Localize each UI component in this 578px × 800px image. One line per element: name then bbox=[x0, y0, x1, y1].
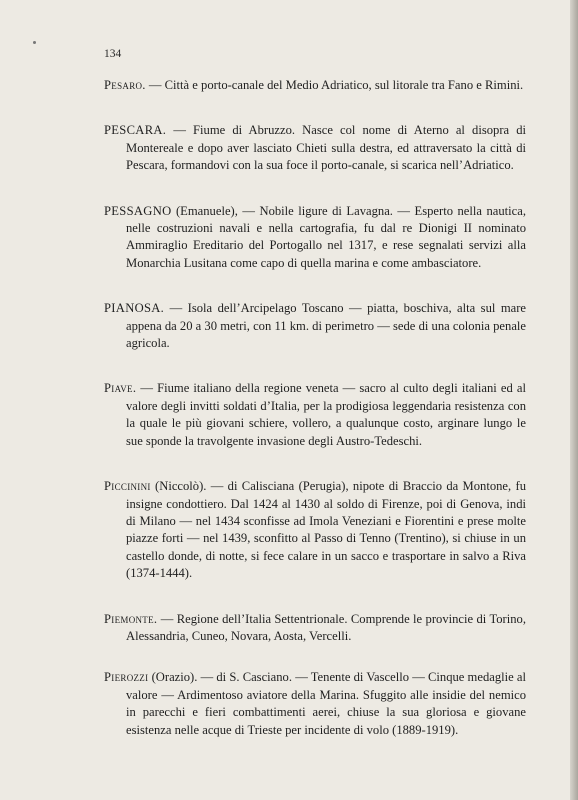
entry-headword: PESSAGNO bbox=[104, 203, 172, 218]
entry-headword: PESCARA. bbox=[104, 123, 167, 138]
page-gutter-shadow bbox=[570, 0, 578, 800]
entry-pianosa bbox=[104, 300, 526, 352]
entry-text: — Città e porto-canale del Medio Adriatico, sul litorale tra Fano e Rimini. bbox=[145, 78, 524, 92]
entry-headword: Piccinini bbox=[104, 479, 151, 494]
page-number: 134 bbox=[104, 48, 122, 60]
entry-text: — Fiume di Abruzzo. Nasce col nome di Aterno al disopra di Montereale e dopo aver lasciato Chieti sulla destra, ed attraversato la città di Pescara, formandovi con la sua foce il porto-canale, si scarica nell’Adriatico. bbox=[126, 123, 526, 173]
entry-piave bbox=[104, 380, 526, 450]
entry-pessagno bbox=[104, 203, 526, 273]
entry-headword: Pesaro. bbox=[104, 78, 146, 92]
entry-text: — Fiume italiano della regione veneta — sacro al culto degli italiani ed al valore degli invitti soldati d’Italia, per la prodigiosa leggendaria resistenza con la quale le più giovani schiere, vollero, a qualunque costo, arginare lungo le sue sponde la travolgente invasione degli Austro-Tedeschi. bbox=[126, 381, 526, 448]
entry-headword: Piemonte. bbox=[104, 611, 158, 626]
entry-pesaro bbox=[104, 77, 526, 94]
entry-text: (Orazio). — di S. Casciano. — Tenente di Vascello — Cinque medaglie al valore — Ardimentoso aviatore della Marina. Sfuggito alle insidie del nemico in parecchi e fieri combattimenti aerei, chiuse la sua gloriosa e giovane esistenza nelle acque di Trieste per incidente di volo (1889-1919). bbox=[126, 670, 526, 737]
dictionary-entries bbox=[104, 77, 526, 767]
entry-text: — Regione dell’Italia Settentrionale. Comprende le provincie di Torino, Alessandria, Cuneo, Novara, Aosta, Vercelli. bbox=[126, 611, 526, 643]
paper-speck bbox=[33, 41, 36, 44]
entry-text: (Niccolò). — di Calisciana (Perugia), nipote di Braccio da Montone, fu insigne condottiero. Dal 1424 al 1430 al soldo di Firenze, poi di Genova, indi di Milano — nel 1434 sconfisse ad Imola Veneziani e Fiorentini e prese molte piazze forti — nel 1439, sconfitto al Passo di Tenno (Trentino), si chiuse in un castello donde, di notte, si fece calare in un sacco e trasportare in salvo a Riva (1374-1444). bbox=[126, 479, 526, 581]
entry-text: (Emanuele), — Nobile ligure di Lavagna. — Esperto nella nautica, nelle costruzioni navali e nella cartografia, fu dal re Dionigi II nominato Ammiraglio Ereditario del Portogallo nel 1317, e rese segnalati servizi alla Monarchia Lusitana come capo di quella marina e come ambasciatore. bbox=[126, 203, 526, 270]
entry-text: — Isola dell’Arcipelago Toscano — piatta, boschiva, alta sul mare appena da 20 a 30 metri, con 11 km. di perimetro — sede di una colonia penale agricola. bbox=[126, 301, 526, 351]
entry-headword: PIANOSA. bbox=[104, 301, 165, 316]
entry-headword: Pierozzi bbox=[104, 670, 149, 685]
entry-piemonte bbox=[104, 611, 526, 646]
entry-piccinini bbox=[104, 478, 526, 582]
entry-pierozzi bbox=[104, 669, 526, 739]
entry-headword: Piave. bbox=[104, 381, 137, 396]
entry-pescara bbox=[104, 122, 526, 174]
